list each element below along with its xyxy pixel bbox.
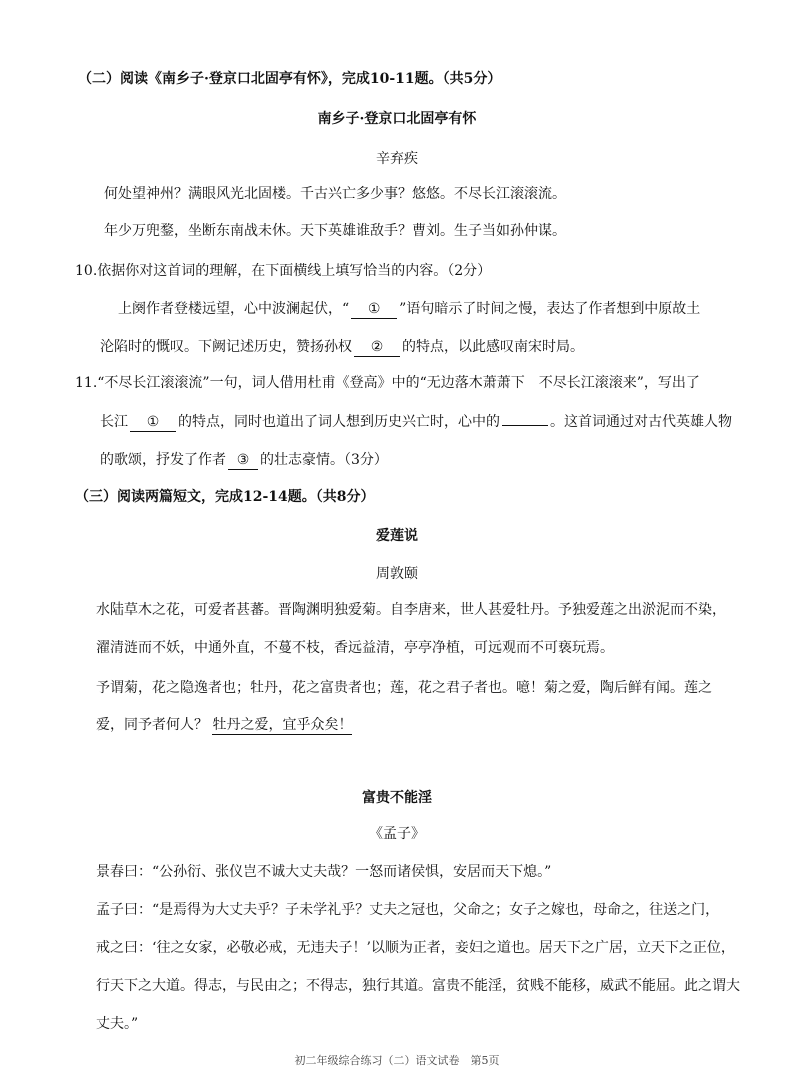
q11-text-e: 的壮志豪情。（3分） <box>260 452 388 468</box>
text2-title: 富贵不能淫 <box>362 790 432 806</box>
text2-p2-line2: 戒之曰：‘往之女家，必敬必戒，无违夫子！’以顺为正者，妾妇之道也。居天下之广居，立天下之正位， <box>96 940 735 956</box>
q11-blank-3[interactable]: ③ <box>228 451 258 470</box>
q10-text-d: 的特点，以此感叹南宋时局。 <box>402 339 584 355</box>
poem-author: 辛弃疾 <box>376 151 418 167</box>
q10-text-b: ”语句暗示了时间之慢，表达了作者想到中原故土 <box>399 301 701 317</box>
text1-underlined-sentence: 牡丹之爱，宜乎众矣！ <box>212 717 353 733</box>
q11-text-c: 。这首词通过对古代英雄人物 <box>550 414 732 430</box>
q11-text-b: 的特点，同时也道出了词人想到历史兴亡时，心中的 <box>178 414 500 430</box>
page-footer: 初二年级综合练习（二）语文试卷 第5页 <box>294 1054 500 1067</box>
text2-p2-line4: 丈夫。” <box>96 1016 139 1032</box>
q10-text-c: 沦陷时的慨叹。下阙记述历史，赞扬孙权 <box>100 339 352 355</box>
q10-text-a: 上阕作者登楼远望，心中波澜起伏，“ <box>118 301 350 317</box>
q11-line-3 <box>100 451 388 470</box>
q10-stem: 10.依据你对这首词的理解，在下面横线上填写恰当的内容。（2分） <box>75 263 492 279</box>
section2-heading: （二）阅读《南乡子·登京口北固亭有怀》，完成10-11题。（共5分） <box>78 71 502 87</box>
section3-heading: （三）阅读两篇短文，完成12-14题。（共8分） <box>75 489 375 505</box>
text1-title: 爱莲说 <box>376 528 418 544</box>
q10-blank-2[interactable]: ② <box>354 338 400 357</box>
text1-p2-line2 <box>96 716 352 734</box>
text1-p2-text: 爱，同予者何人？ <box>96 717 208 733</box>
text1-p2-line1: 予谓菊，花之隐逸者也；牡丹，花之富贵者也；莲，花之君子者也。噫！菊之爱，陶后鲜有闻。莲之 <box>96 680 712 696</box>
q11-text-d: 的歌颂，抒发了作者 <box>100 452 226 468</box>
text1-p1-line1: 水陆草木之花，可爱者甚蕃。晋陶渊明独爱菊。自李唐来，世人甚爱牡丹。予独爱莲之出淤泥而不染， <box>96 602 726 618</box>
q11-blank-2[interactable] <box>502 425 548 426</box>
q11-text-a: 长江 <box>100 414 128 430</box>
q11-blank-1[interactable]: ① <box>130 413 176 432</box>
poem-line-2: 年少万兜鍪，坐断东南战未休。天下英雄谁敌手？曹刘。生子当如孙仲谋。 <box>104 223 566 239</box>
poem-line-1: 何处望神州？满眼风光北固楼。千古兴亡多少事？悠悠。不尽长江滚滚流。 <box>104 186 566 202</box>
q11-line-1: 11.“不尽长江滚滚流”一句，词人借用杜甫《登高》中的“无边落木萧萧下 不尽长江滚滚来”，写出了 <box>75 375 700 391</box>
text2-p1: 景春曰：“公孙衍、张仪岂不诚大丈夫哉？一怒而诸侯惧，安居而天下熄。” <box>96 864 552 880</box>
q10-line-2 <box>100 338 584 357</box>
text2-author: 《孟子》 <box>369 826 425 842</box>
text1-p1-line2: 濯清涟而不妖，中通外直，不蔓不枝，香远益清，亭亭净植，可远观而不可亵玩焉。 <box>96 640 614 656</box>
poem-title: 南乡子·登京口北固亭有怀 <box>317 111 477 127</box>
q11-line-2 <box>100 413 732 432</box>
text1-author: 周敦颐 <box>376 566 418 582</box>
text2-p2-line3: 行天下之大道。得志，与民由之；不得志，独行其道。富贵不能淫，贫贱不能移，威武不能屈。此之谓大 <box>96 978 740 994</box>
q10-blank-1[interactable]: ① <box>351 300 397 319</box>
q10-line-1 <box>118 300 700 319</box>
text2-p2-line1: 孟子曰：“是焉得为大丈夫乎？子未学礼乎？丈夫之冠也，父命之；女子之嫁也，母命之，往送之门， <box>96 902 720 918</box>
